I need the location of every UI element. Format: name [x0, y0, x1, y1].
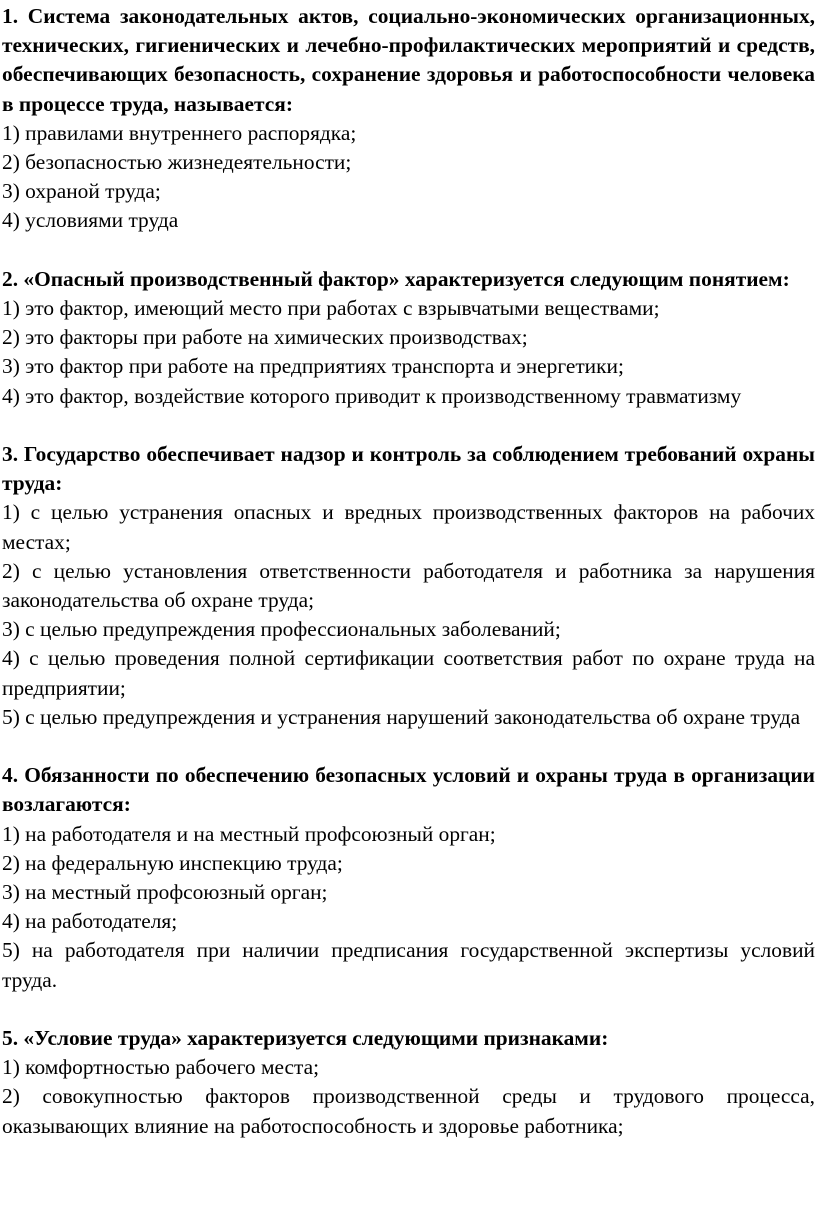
answer-option: 1) комфортностью рабочего места; — [2, 1055, 320, 1080]
question-2 — [2, 265, 815, 411]
answer-option: 3) это фактор при работе на предприятиях транспорта и энергетики; — [2, 354, 624, 379]
question-title: 3. Государство обеспечивает надзор и контроль за соблюдением требований охраны труда: — [2, 442, 815, 496]
question-title: 4. Обязанности по обеспечению безопасных условий и охраны труда в организации возлагаются: — [2, 763, 815, 817]
answer-option: 2) с целью установления ответственности работодателя и работника за нарушения законодательства об охране труда; — [2, 558, 815, 613]
answer-option: 3) на местный профсоюзный орган; — [2, 880, 328, 905]
answer-option: 2) это факторы при работе на химических производствах; — [2, 325, 528, 350]
question-title: 5. «Условие труда» характеризуется следующими признаками: — [2, 1026, 609, 1051]
answer-option: 4) с целью проведения полной сертификации соответствия работ по охране труда на предприятии; — [2, 646, 815, 700]
question-title: 1. Система законодательных актов, социально-экономических организационных, технических, гигиенических и лечебно-профилактических мероприятий и средств, обеспечивающих безопасность, сохранение здоровья и работоспособности человека в процессе труда, называется: — [2, 4, 815, 116]
answer-options — [2, 820, 815, 995]
answer-option: 1) правилами внутреннего распорядка; — [2, 120, 357, 145]
answer-option: 1) с целью устранения опасных и вредных производственных факторов на рабочих местах; — [2, 500, 815, 554]
question-title-text: 2. «Опасный производственный фактор» характеризуется следующим понятием: — [2, 266, 790, 291]
question-3 — [2, 440, 815, 732]
answer-option: 2) безопасностью жизнедеятельности; — [2, 150, 352, 175]
answer-option: 1) на работодателя и на местный профсоюзный орган; — [2, 821, 496, 846]
question-title — [2, 265, 815, 294]
answer-options — [2, 119, 815, 236]
answer-option: 4) на работодателя; — [2, 909, 178, 934]
answer-options — [2, 498, 815, 732]
answer-option: 5) на работодателя при наличии предписания государственной экспертизы условий труда. — [2, 938, 815, 992]
answer-option: 4) условиями труда — [2, 208, 179, 233]
answer-option: 3) с целью предупреждения профессиональных заболеваний; — [2, 617, 561, 642]
answer-option: 1) это фактор, имеющий место при работах с взрывчатыми веществами; — [2, 296, 660, 321]
answer-option: 3) охраной труда; — [2, 179, 161, 204]
answer-option: 2) на федеральную инспекцию труда; — [2, 850, 343, 875]
answer-options — [2, 1053, 815, 1141]
answer-options — [2, 294, 815, 411]
question-1 — [2, 2, 815, 236]
answer-option: 5) с целью предупреждения и устранения нарушений законодательства об охране труда — [2, 704, 801, 729]
answer-option: 2) совокупностью факторов производственной среды и трудового процесса, оказывающих влияние на работоспособность и здоровье работника; — [2, 1084, 815, 1138]
answer-option: 4) это фактор, воздействие которого приводит к производственному травматизму — [2, 383, 742, 408]
question-4 — [2, 761, 815, 995]
question-5 — [2, 1024, 815, 1141]
